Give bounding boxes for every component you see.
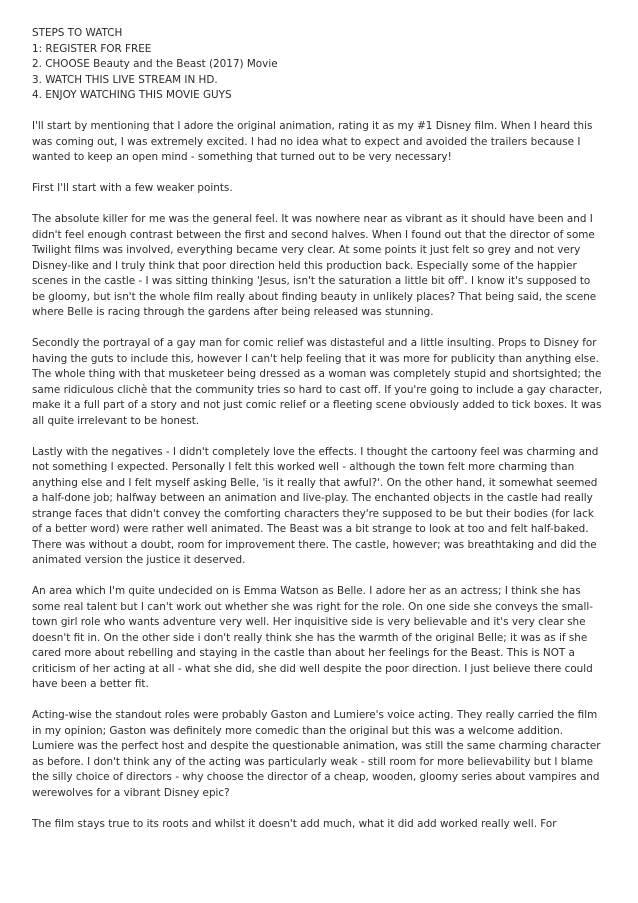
steps-list bbox=[32, 26, 606, 104]
step-item-4: 4. ENJOY WATCHING THIS MOVIE GUYS bbox=[32, 89, 232, 101]
review-paragraph-intro: I'll start by mentioning that I adore the original animation, rating it as my #1 Disney film. When I heard this was coming out, I was extremely excited. I had no idea what to expect and avoided the trailers because I wanted to keep an open mind - something that turned out to be very necessary! bbox=[32, 120, 593, 163]
step-item-2: 2. CHOOSE Beauty and the Beast (2017) Movie bbox=[32, 58, 278, 70]
steps-heading: STEPS TO WATCH bbox=[32, 27, 123, 39]
review-paragraph-general-feel: The absolute killer for me was the general feel. It was nowhere near as vibrant as it should have been and I didn't feel enough contrast between the first and second halves. When I found out that the director of some Twilight films was involved, everything became very clear. At some points it just felt so grey and not very Disney-like and I truly think that poor direction held this production back. Especially some of the happier scenes in the castle - I was sitting thinking 'Jesus, isn't the saturation a little bit off'. I know it's supposed to be gloomy, but isn't the whole film really about finding beauty in unlikely places? That being said, the scene where Belle is racing through the gardens after being released was stunning. bbox=[32, 213, 597, 318]
step-item-3: 3. WATCH THIS LIVE STREAM IN HD. bbox=[32, 73, 218, 86]
review-paragraph-effects: Lastly with the negatives - I didn't completely love the effects. I thought the cartoony feel was charming and not something I expected. Personally I felt this worked well - although the town felt more charming than anything else and I felt myself asking Belle, 'is it really that awful?'. On the other hand, it somewhat seemed a half-done job; halfway between an animation and live-play. The enchanted objects in the castle had really strange faces that didn't convey the comforting characters they're supposed to be but their bodies (for lack of a better word) were rather well animated. The Beast was a bit strange to look at too and felt half-baked. There was without a doubt, room for improvement there. The castle, however; was breathtaking and did the animated version the justice it deserved. bbox=[32, 445, 599, 566]
review-body bbox=[32, 119, 606, 832]
step-item-1: 1: REGISTER FOR FREE bbox=[32, 42, 152, 55]
review-paragraph-roots: The film stays true to its roots and whilst it doesn't add much, what it did add worked really well. For bbox=[32, 817, 557, 830]
review-paragraph-emma-watson: An area which I'm quite undecided on is Emma Watson as Belle. I adore her as an actress; I think she has some real talent but I can't work out whether she was right for the role. On one side she conveys the small-town girl role who wants adventure very well. Her inquisitive side is very believable and it's very clear she doesn't fit in. On the other side i don't really think she has the warmth of the original Belle; it was as if she cared more about rebelling and staying in the castle than about her feelings for the Beast. This is NOT a criticism of her acting at all - what she did, she did well despite the poor direction. I just believe there could have been a better fit. bbox=[32, 585, 594, 690]
review-paragraph-weaker-points: First I'll start with a few weaker points. bbox=[32, 182, 233, 194]
review-paragraph-acting: Acting-wise the standout roles were probably Gaston and Lumiere's voice acting. They really carried the film in my opinion; Gaston was definitely more comedic than the original but this was a welcome addition. Lumiere was the perfect host and despite the questionable animation, was still the same charming character as before. I don't think any of the acting was particularly weak - still room for more believability but I blame the silly choice of directors - why choose the director of a cheap, wooden, gloomy series about vampires and werewolves for a vibrant Disney epic? bbox=[32, 709, 601, 799]
review-paragraph-portrayal: Secondly the portrayal of a gay man for comic relief was distasteful and a little insulting. Props to Disney for having the guts to include this, however I can't help feeling that it was more for publicity than anything else. The whole thing with that musketeer being dressed as a woman was completely stupid and shortsighted; the same ridiculous clichè that the community tries so hard to cast off. If you're going to include a gay character, make it a full part of a story and not just comic relief or a fleeting scene obviously added to tick boxes. It was all quite irrelevant to be honest. bbox=[32, 337, 603, 427]
